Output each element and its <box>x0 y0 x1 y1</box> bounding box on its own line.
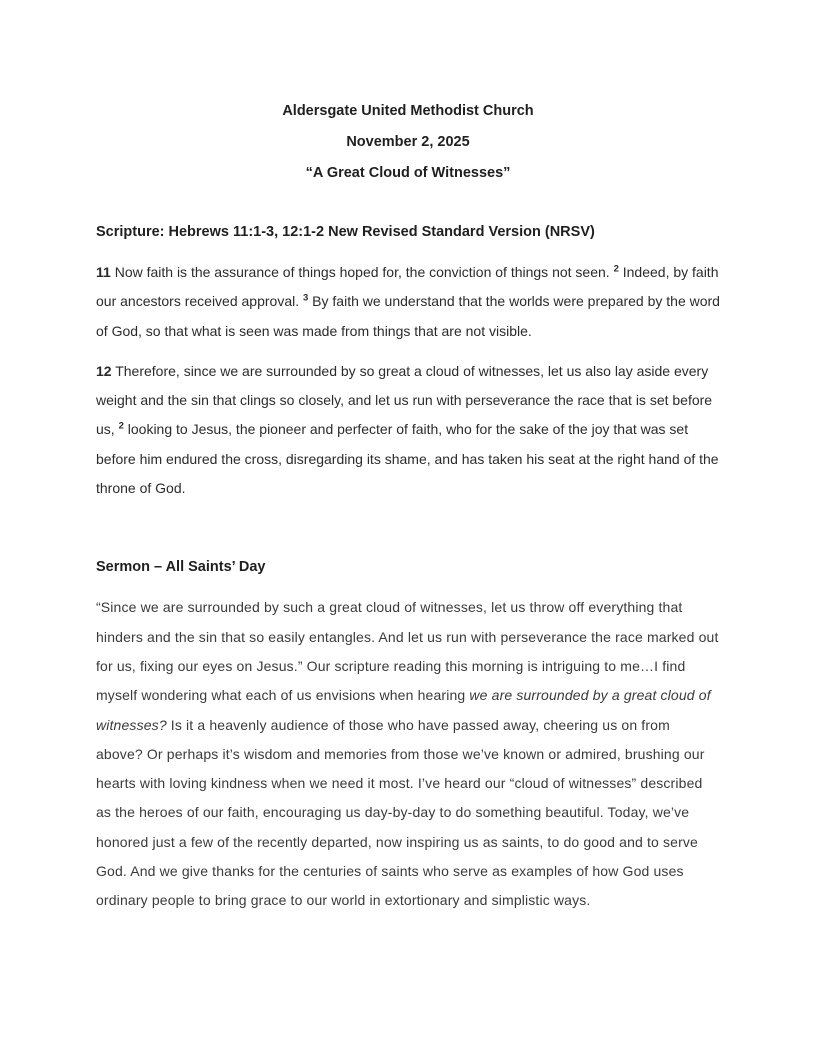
verse-number-11: 11 <box>96 264 111 280</box>
scripture-paragraph-hebrews-11 <box>96 258 720 346</box>
document-date: November 2, 2025 <box>346 134 470 150</box>
sermon-italic-quote: we are surrounded by a great cloud of witnesses? <box>96 687 711 733</box>
verse-ref-2: 2 <box>613 263 619 275</box>
verse-ref-2: 2 <box>118 420 124 432</box>
scripture-text: Now faith is the assurance of things hoped for, the conviction of things not seen. <box>110 264 614 280</box>
scripture-text: looking to Jesus, the pioneer and perfecter of faith, who for the sake of the joy that was set before him endured the cross, disregarding its shame, and has taken his seat at the right hand of the throne of God. <box>96 421 719 497</box>
sermon-paragraph <box>96 593 720 915</box>
scripture-text: Therefore, since we are surrounded by so great a cloud of witnesses, let us also lay aside every weight and the sin that clings so closely, and let us run with perseverance the race that is set before us, <box>96 362 713 438</box>
verse-ref-3: 3 <box>303 292 309 304</box>
sermon-text: “Since we are surrounded by such a great cloud of witnesses, let us throw off everything that hinders and the sin that so easily entangles. And let us run with perseverance the race marked out for us, fixing our eyes on Jesus.” Our scripture reading this morning is intriguing to me…I find myself wondering what each of us envisions when hearing <box>96 599 719 704</box>
church-name: Aldersgate United Methodist Church <box>282 103 534 119</box>
sermon-section-heading: Sermon – All Saints’ Day <box>96 559 266 576</box>
sermon-title: “A Great Cloud of Witnesses” <box>305 165 511 181</box>
scripture-paragraph-hebrews-12 <box>96 357 720 503</box>
scripture-heading: Scripture: Hebrews 11:1-3, 12:1-2 New Revised Standard Version (NRSV) <box>96 224 595 240</box>
scripture-text: By faith we understand that the worlds were prepared by the word of God, so that what is seen was made from things that are not visible. <box>96 293 720 339</box>
sermon-text: Is it a heavenly audience of those who have passed away, cheering us on from above? Or perhaps it’s wisdom and memories from those we’ve known or admired, brushing our hearts with loving kindness when we need it most. I’ve heard our “cloud of witnesses” described as the heroes of our faith, encouraging us day-by-day to do something beautiful. Today, we’ve honored just a few of the recently departed, now inspiring us as saints, to do good and to serve God. And we give thanks for the centuries of saints who serve as examples of how God uses ordinary people to bring grace to our world in extortionary and simplistic ways. <box>96 716 705 909</box>
verse-number-12: 12 <box>96 362 112 379</box>
scripture-text: Indeed, by faith our ancestors received approval. <box>96 264 719 310</box>
